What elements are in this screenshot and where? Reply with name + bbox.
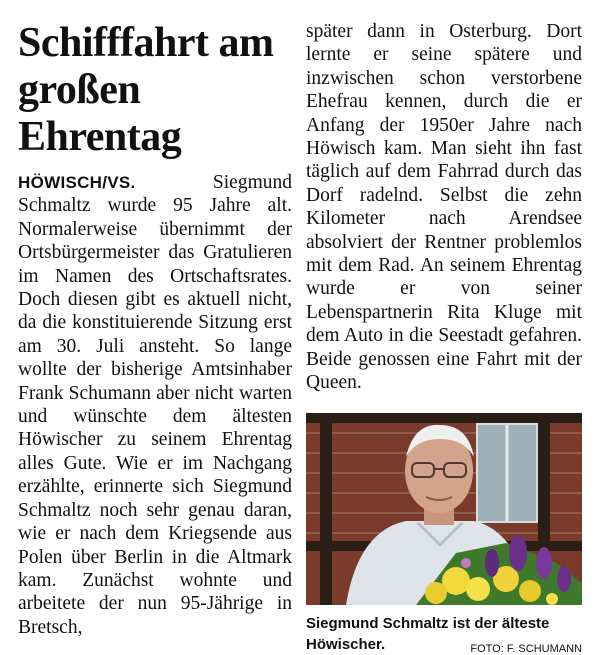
- photo-caption: Siegmund Schmaltz ist der älteste Höwischer.: [306, 614, 550, 653]
- article-body-right: später dann in Osterburg. Dort lernte er seine spätere und inzwischen schon verstorbene Ehefrau kennen, durch die er Anfang der 1950er Jahre nach Höwisch kam. Man sieht ihn fast täglich auf dem Fahrrad durch das Dorf radelnd. Selbst die zehn Kilometer nach Arendsee absolviert der Rentner problemlos mit dem Rad. An seinem Ehrentag wurde er von seiner Lebenspartnerin Rita Kluge mit dem Auto in die Seestadt gefahren. Beide genossen eine Fahrt mit der Queen.: [306, 21, 582, 394]
- left-column: [18, 20, 292, 639]
- photo-credit: FOTO: F. SCHUMANN: [470, 642, 582, 655]
- dateline: HÖWISCH/VS.: [18, 173, 136, 192]
- right-column: [306, 20, 582, 655]
- photo-caption-block: [306, 613, 582, 655]
- headline: Schifffahrt am großen Ehrentag: [18, 20, 274, 160]
- body-text-left: Siegmund Schmaltz wurde 95 Jahre alt. Normalerweise übernimmt der Ortsbürgermeister das Gratulieren im Namen des Ortschaftsrates. Doch diesen gibt es aktuell nicht, da die konstituierende Sitzung erst am 30. Juli ansteht. So lange wollte der bisherige Amtsinhaber Frank Schumann aber nicht warten und wünschte dem ältesten Höwischer zu seinem Ehrentag alles Gute. Wie er im Nachgang erzählte, erinnerte sich Siegmund Schmaltz noch sehr genau daran, wie er nach dem Kriegsende aus Polen über Berlin in die Altmark kam. Zunächst wohnte und arbeitete der nun 95-Jährige in Bretsch,: [18, 172, 292, 638]
- portrait-photo: [306, 413, 582, 605]
- portrait-illustration: [306, 413, 582, 605]
- article-body-left: [18, 171, 292, 639]
